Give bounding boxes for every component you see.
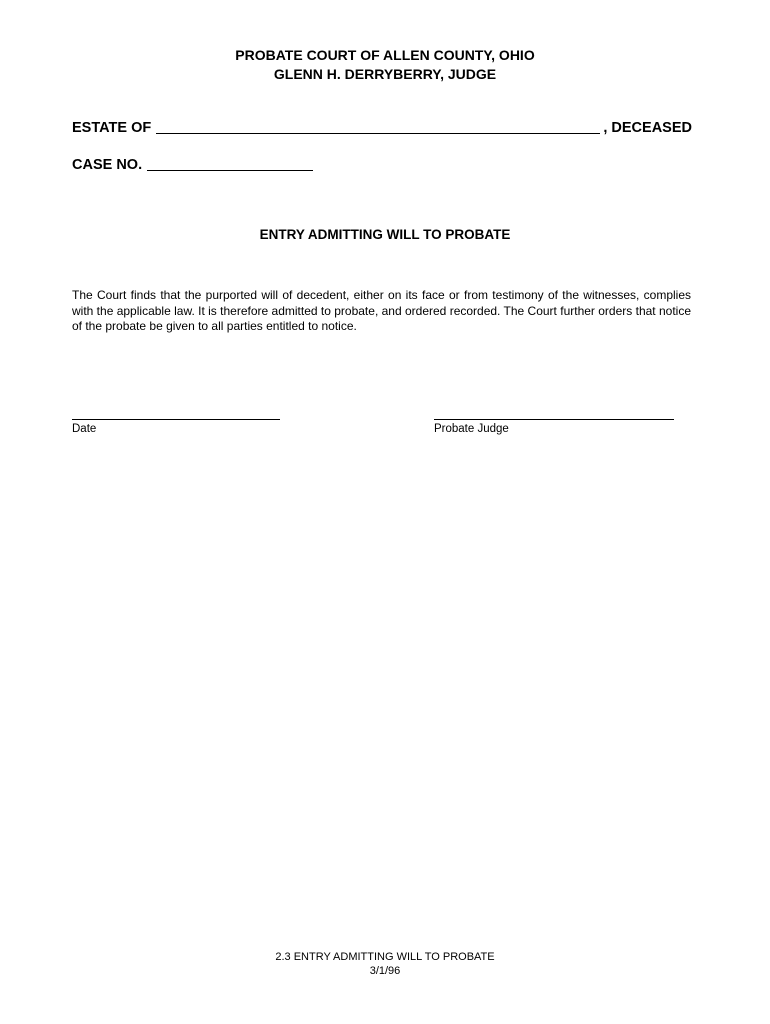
footer-form-title: 2.3 ENTRY ADMITTING WILL TO PROBATE — [275, 951, 495, 963]
case-number-field[interactable] — [147, 155, 313, 171]
judge-name: GLENN H. DERRYBERRY, JUDGE — [273, 66, 497, 82]
date-signature-block — [72, 411, 280, 435]
judge-signature-block — [434, 411, 674, 435]
footer-form-date: 3/1/96 — [369, 965, 401, 977]
deceased-label: , DECEASED — [603, 120, 692, 136]
date-label: Date — [72, 423, 97, 435]
date-field[interactable] — [72, 411, 280, 420]
entry-title: ENTRY ADMITTING WILL TO PROBATE — [259, 227, 511, 242]
case-number-line — [72, 155, 313, 173]
form-footer — [0, 950, 770, 978]
court-findings — [72, 288, 691, 335]
court-name: PROBATE COURT OF ALLEN COUNTY, OHIO — [235, 47, 535, 63]
court-header — [0, 46, 770, 84]
case-number-label: CASE NO. — [72, 157, 143, 173]
findings-paragraph: The Court finds that the purported will of decedent, either on its face or from testimony of the witnesses, complies with the applicable law. It is therefore admitted to probate, and ordered recorded. The Court further orders that notice of the probate be given to all parties entitled to notice. — [72, 288, 691, 333]
judge-signature-field[interactable] — [434, 411, 674, 420]
estate-of-line — [72, 118, 692, 136]
estate-of-label: ESTATE OF — [72, 120, 152, 136]
estate-name-field[interactable] — [156, 118, 600, 134]
probate-judge-label: Probate Judge — [434, 423, 509, 435]
